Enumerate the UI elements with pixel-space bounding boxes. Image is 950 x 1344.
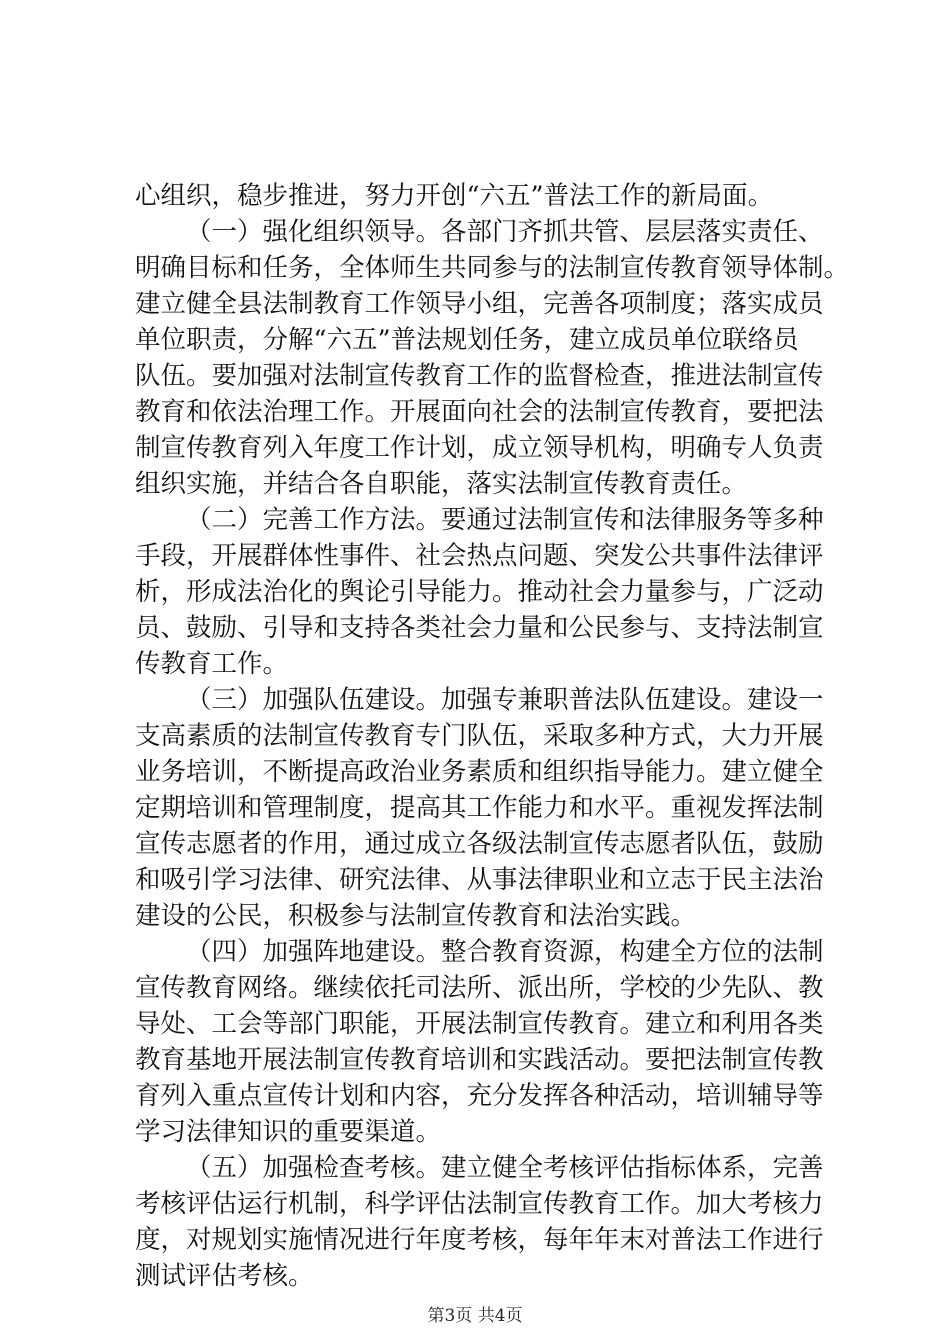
text-line: 度，对规划实施情况进行年度考核，每年年末对普法工作进行 (135, 1225, 824, 1255)
text-line: 员、鼓励、引导和支持各类社会力量和公民参与、支持法制宣 (135, 613, 824, 643)
text-line: （二）完善工作方法。要通过法制宣传和法律服务等多种 (186, 505, 824, 535)
text-line: 明确目标和任务，全体师生共同参与的法制宣传教育领导体制。 (135, 253, 850, 283)
text-line: 测试评估考核。 (135, 1261, 314, 1291)
text-line: 组织实施，并结合各自职能，落实法制宣传教育责任。 (135, 469, 748, 499)
text-line: 和吸引学习法律、研究法律、从事法律职业和立志于民主法治 (135, 865, 824, 895)
text-line: 育列入重点宣传计划和内容，充分发挥各种活动，培训辅导等 (135, 1081, 824, 1111)
text-line: 学习法律知识的重要渠道。 (135, 1117, 442, 1147)
text-line: 教育基地开展法制宣传教育培训和实践活动。要把法制宣传教 (135, 1045, 824, 1075)
text-line: （一）强化组织领导。各部门齐抓共管、层层落实责任、 (186, 217, 824, 247)
text-line: 支高素质的法制宣传教育专门队伍，采取多种方式，大力开展 (135, 721, 824, 751)
text-line: （五）加强检查考核。建立健全考核评估指标体系，完善 (186, 1153, 824, 1183)
text-line: 心组织，稳步推进，努力开创“六五”普法工作的新局面。 (135, 181, 774, 211)
text-line: 单位职责，分解“六五”普法规划任务，建立成员单位联络员 (135, 325, 799, 355)
text-line: 建立健全县法制教育工作领导小组，完善各项制度；落实成员 (135, 289, 824, 319)
text-line: 业务培训，不断提高政治业务素质和组织指导能力。建立健全 (135, 757, 824, 787)
page-footer: 第3页 共4页 (427, 1306, 523, 1326)
text-line: 手段，开展群体性事件、社会热点问题、突发公共事件法律评 (135, 541, 824, 571)
text-line: 宣传教育网络。继续依托司法所、派出所，学校的少先队、教 (135, 973, 824, 1003)
text-line: 定期培训和管理制度，提高其工作能力和水平。重视发挥法制 (135, 793, 824, 823)
text-line: 队伍。要加强对法制宣传教育工作的监督检查，推进法制宣传 (135, 361, 824, 391)
text-line: （四）加强阵地建设。整合教育资源，构建全方位的法制 (186, 937, 824, 967)
text-line: 考核评估运行机制，科学评估法制宣传教育工作。加大考核力 (135, 1189, 824, 1219)
text-line: 制宣传教育列入年度工作计划，成立领导机构，明确专人负责 (135, 433, 824, 463)
text-line: 建设的公民，积极参与法制宣传教育和法治实践。 (135, 901, 697, 931)
text-line: 教育和依法治理工作。开展面向社会的法制宣传教育，要把法 (135, 397, 824, 427)
text-line: 传教育工作。 (135, 649, 289, 679)
text-line: （三）加强队伍建设。加强专兼职普法队伍建设。建设一 (186, 685, 824, 715)
text-line: 宣传志愿者的作用，通过成立各级法制宣传志愿者队伍，鼓励 (135, 829, 824, 859)
text-line: 析，形成法治化的舆论引导能力。推动社会力量参与，广泛动 (135, 577, 824, 607)
text-line: 导处、工会等部门职能，开展法制宣传教育。建立和利用各类 (135, 1009, 824, 1039)
